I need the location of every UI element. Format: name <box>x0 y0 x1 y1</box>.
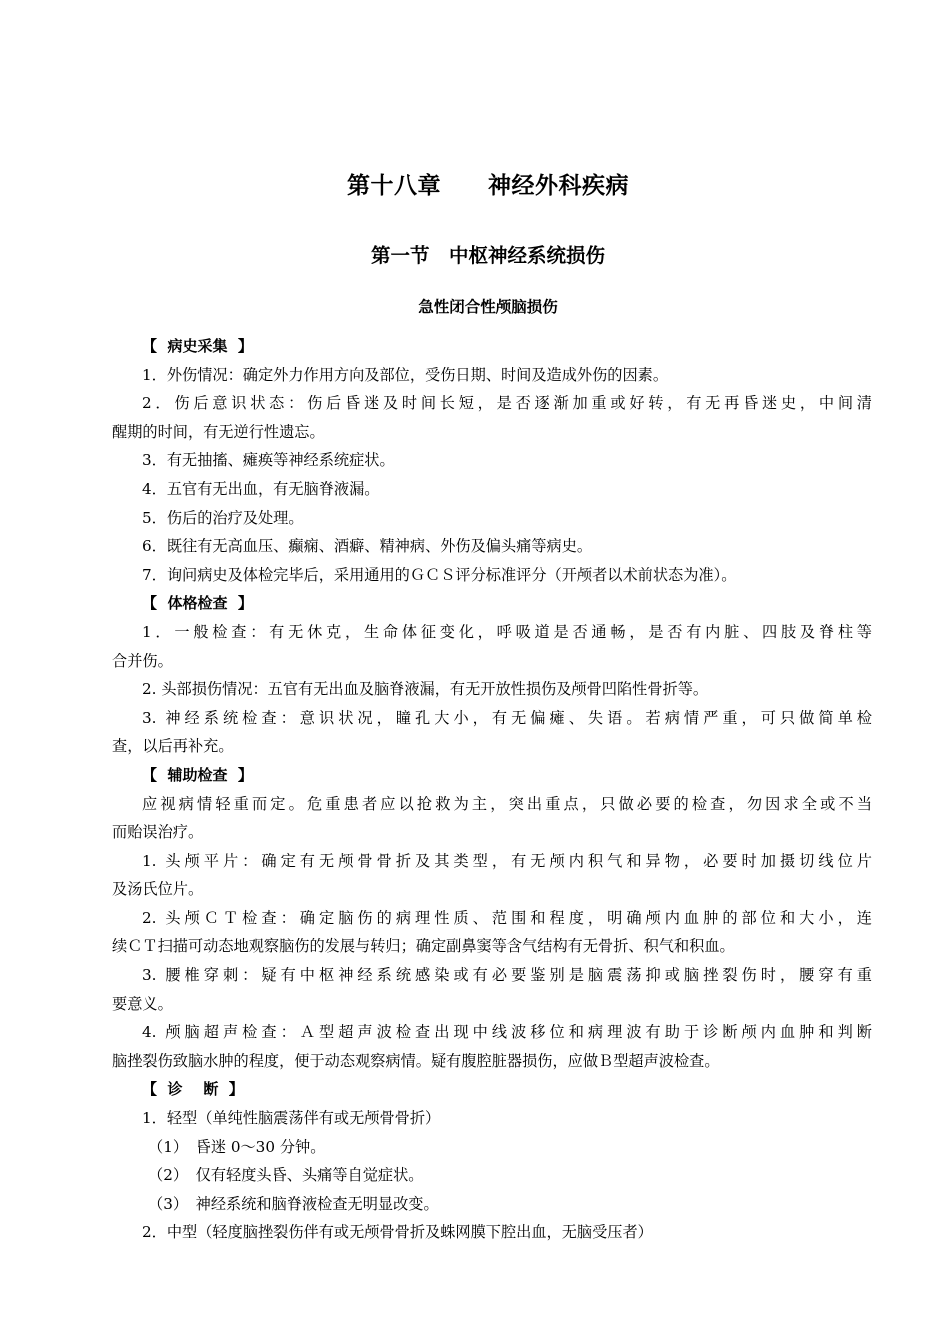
aux-item-1-cont: 及汤氏位片。 <box>112 880 204 899</box>
heading-history: 【 病史采集 】 <box>142 337 253 355</box>
exam-item-2: 2. 头部损伤情况：五官有无出血及脑脊液漏，有无开放性损伤及颅骨凹陷性骨折等。 <box>142 680 709 699</box>
diagnosis-item-2: 2．中型（轻度脑挫裂伤伴有或无颅骨骨折及蛛网膜下腔出血，无脑受压者） <box>142 1223 653 1242</box>
history-item-2: 2．伤后意识状态：伤后昏迷及时间长短，是否逐渐加重或好转，有无再昏迷史，中间清 <box>142 394 872 413</box>
history-item-6: 6．既往有无高血压、癫痫、酒癖、精神病、外伤及偏头痛等病史。 <box>142 537 593 556</box>
aux-item-4-cont: 脑挫裂伤致脑水肿的程度，便于动态观察病情。疑有腹腔脏器损伤，应做Ｂ型超声波检查。 <box>112 1051 720 1070</box>
aux-item-3: 3. 腰椎穿刺：疑有中枢神经系统感染或有必要鉴别是脑震荡抑或脑挫裂伤时，腰穿有重 <box>142 966 872 985</box>
diagnosis-item-1: 1．轻型（单纯性脑震荡伴有或无颅骨骨折） <box>142 1109 441 1128</box>
history-item-7: 7．询问病史及体检完毕后，采用通用的ＧＣＳ评分标准评分（开颅者以术前状态为准）。 <box>142 565 737 584</box>
diagnosis-item-1-sub-3: （3） 神经系统和脑脊液检查无明显改变。 <box>148 1194 439 1213</box>
history-item-1: 1．外伤情况：确定外力作用方向及部位，受伤日期、时间及造成外伤的因素。 <box>142 365 669 384</box>
section-title: 第一节 中枢神经系统损伤 <box>370 244 605 267</box>
aux-intro: 应视病情轻重而定。危重患者应以抢救为主，突出重点，只做必要的检查，勿因求全或不当 <box>142 794 872 813</box>
exam-item-3: 3. 神经系统检查：意识状况，瞳孔大小，有无偏瘫、失语。若病情严重，可只做简单检 <box>142 708 872 727</box>
diagnosis-item-1-sub-2: （2） 仅有轻度头昏、头痛等自觉症状。 <box>148 1166 424 1185</box>
aux-item-2: 2. 头颅ＣＴ检查：确定脑伤的病理性质、范围和程度，明确颅内血肿的部位和大小，连 <box>142 908 872 927</box>
history-item-5: 5．伤后的治疗及处理。 <box>142 508 304 527</box>
heading-diagnosis: 【 诊 断 】 <box>142 1080 244 1099</box>
diagnosis-item-1-sub-1: （1） 昏迷 0～30 分钟。 <box>148 1137 326 1156</box>
chapter-title: 第十八章 神经外科疾病 <box>347 173 629 199</box>
aux-item-1: 1. 头颅平片：确定有无颅骨骨折及其类型，有无颅内积气和异物，必要时加摄切线位片 <box>142 851 872 870</box>
heading-exam: 【 体格检查 】 <box>142 594 253 613</box>
aux-intro-cont: 而贻误治疗。 <box>112 823 204 842</box>
history-item-3: 3．有无抽搐、瘫痪等神经系统症状。 <box>142 451 395 470</box>
subsection-title: 急性闭合性颅脑损伤 <box>418 298 558 316</box>
exam-item-1: 1．一般检查：有无休克，生命体征变化，呼吸道是否通畅，是否有内脏、四肢及脊柱等 <box>142 622 872 641</box>
history-item-2-cont: 醒期的时间，有无逆行性遗忘。 <box>112 422 325 441</box>
aux-item-4: 4. 颅脑超声检查：Ａ型超声波检查出现中线波移位和病理波有助于诊断颅内血肿和判断 <box>142 1023 872 1042</box>
history-item-4: 4．五官有无出血，有无脑脊液漏。 <box>142 479 380 498</box>
aux-item-2-cont: 续ＣＴ扫描可动态地观察脑伤的发展与转归；确定副鼻窦等含气结构有无骨折、积气和积血。 <box>112 937 735 956</box>
heading-aux: 【 辅助检查 】 <box>142 765 253 784</box>
exam-item-1-cont: 合并伤。 <box>112 651 173 670</box>
aux-item-3-cont: 要意义。 <box>112 994 173 1013</box>
exam-item-3-cont: 查，以后再补充。 <box>112 737 234 756</box>
document-body <box>112 332 872 1247</box>
